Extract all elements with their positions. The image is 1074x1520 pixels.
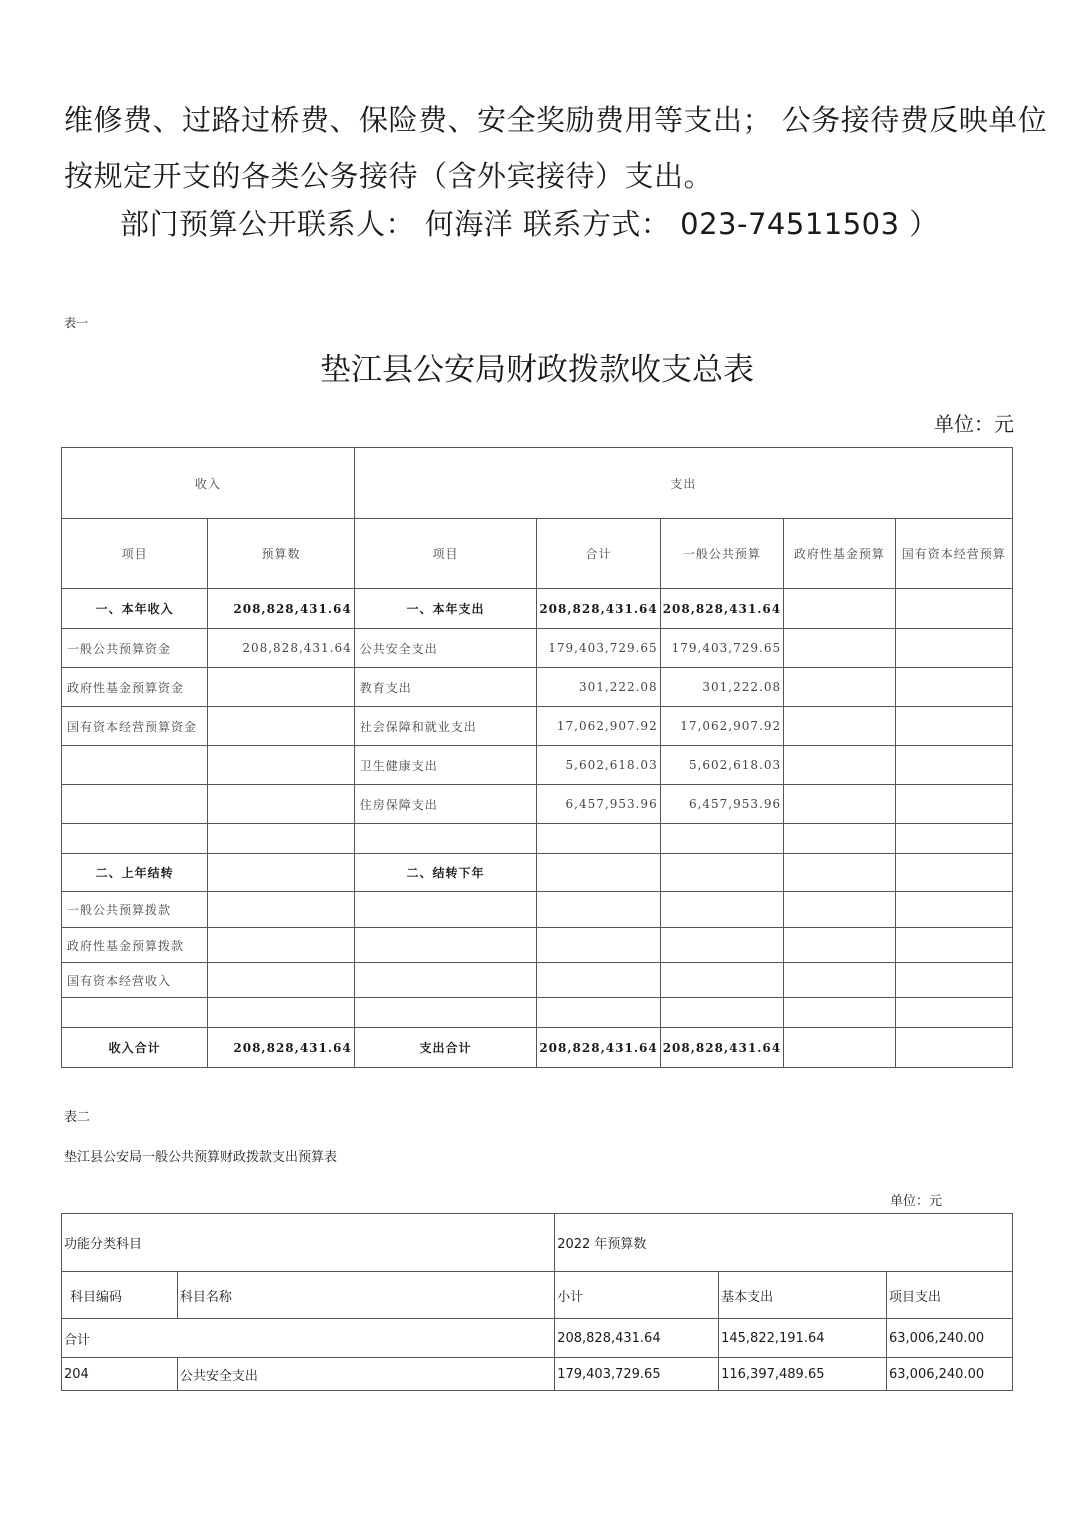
header-expense: 支出 bbox=[354, 448, 1012, 519]
table-row bbox=[62, 824, 1013, 854]
total-subtotal: 208,828,431.64 bbox=[555, 1319, 719, 1358]
income-value-cell bbox=[208, 998, 355, 1028]
expense-total-cell bbox=[537, 854, 660, 892]
income-item-cell: 二、上年结转 bbox=[62, 854, 208, 892]
income-value-cell bbox=[208, 963, 355, 998]
income-item-cell bbox=[62, 746, 208, 785]
income-value-cell bbox=[208, 854, 355, 892]
header-total: 合计 bbox=[537, 519, 660, 589]
table2-total-row bbox=[62, 1319, 1013, 1358]
income-value-cell bbox=[208, 668, 355, 707]
state-capital-cell bbox=[895, 892, 1012, 928]
expense-item-cell: 一、本年支出 bbox=[354, 589, 537, 629]
fund-budget-cell bbox=[784, 707, 895, 746]
expense-total-cell: 208,828,431.64 bbox=[537, 1028, 660, 1068]
table1-unit: 单位：元 bbox=[934, 412, 1014, 436]
table-row bbox=[62, 668, 1013, 707]
expense-total-cell bbox=[537, 892, 660, 928]
expense-item-cell bbox=[354, 928, 537, 963]
table-row bbox=[62, 1358, 1013, 1391]
table2-column-header-row bbox=[62, 1272, 1013, 1319]
header-subject-code: 科目编码 bbox=[62, 1272, 178, 1319]
fund-budget-cell bbox=[784, 963, 895, 998]
project-expense-cell: 63,006,240.00 bbox=[887, 1358, 1013, 1391]
expense-item-cell bbox=[354, 892, 537, 928]
table-row bbox=[62, 746, 1013, 785]
header-expense-item: 项目 bbox=[354, 519, 537, 589]
fund-budget-cell bbox=[784, 928, 895, 963]
expense-total-cell bbox=[537, 928, 660, 963]
header-income: 收入 bbox=[62, 448, 355, 519]
header-function-category: 功能分类科目 bbox=[62, 1214, 555, 1272]
table-row bbox=[62, 589, 1013, 629]
income-value-cell: 208,828,431.64 bbox=[208, 589, 355, 629]
subtotal-cell: 179,403,729.65 bbox=[555, 1358, 719, 1391]
state-capital-cell bbox=[895, 629, 1012, 668]
expense-item-cell: 公共安全支出 bbox=[354, 629, 537, 668]
header-state-capital-budget: 国有资本经营预算 bbox=[895, 519, 1012, 589]
income-value-cell bbox=[208, 707, 355, 746]
income-expense-summary-table bbox=[61, 447, 1013, 1068]
fund-budget-cell bbox=[784, 892, 895, 928]
expense-total-cell: 208,828,431.64 bbox=[537, 589, 660, 629]
header-general-budget: 一般公共预算 bbox=[660, 519, 783, 589]
subject-name-cell: 公共安全支出 bbox=[177, 1358, 554, 1391]
expense-total-cell: 6,457,953.96 bbox=[537, 785, 660, 824]
income-item-cell: 一般公共预算资金 bbox=[62, 629, 208, 668]
state-capital-cell bbox=[895, 824, 1012, 854]
subject-code-cell: 204 bbox=[62, 1358, 178, 1391]
state-capital-cell bbox=[895, 854, 1012, 892]
fund-budget-cell bbox=[784, 998, 895, 1028]
state-capital-cell bbox=[895, 668, 1012, 707]
general-budget-cell bbox=[660, 998, 783, 1028]
expense-total-cell bbox=[537, 963, 660, 998]
general-budget-cell: 6,457,953.96 bbox=[660, 785, 783, 824]
fund-budget-cell bbox=[784, 668, 895, 707]
income-item-cell: 政府性基金预算资金 bbox=[62, 668, 208, 707]
header-subject-name: 科目名称 bbox=[177, 1272, 554, 1319]
income-item-cell bbox=[62, 998, 208, 1028]
expense-item-cell: 二、结转下年 bbox=[354, 854, 537, 892]
expense-item-cell: 教育支出 bbox=[354, 668, 537, 707]
header-fund-budget: 政府性基金预算 bbox=[784, 519, 895, 589]
table-row bbox=[62, 785, 1013, 824]
table-row bbox=[62, 928, 1013, 963]
income-item-cell: 国有资本经营预算资金 bbox=[62, 707, 208, 746]
expense-total-cell: 17,062,907.92 bbox=[537, 707, 660, 746]
table2-unit: 单位：元 bbox=[890, 1194, 943, 1209]
income-item-cell: 收入合计 bbox=[62, 1028, 208, 1068]
expense-total-cell bbox=[537, 998, 660, 1028]
state-capital-cell bbox=[895, 746, 1012, 785]
header-project-expense: 项目支出 bbox=[887, 1272, 1013, 1319]
fund-budget-cell bbox=[784, 824, 895, 854]
table-row bbox=[62, 892, 1013, 928]
income-value-cell bbox=[208, 892, 355, 928]
income-value-cell bbox=[208, 785, 355, 824]
general-budget-cell: 301,222.08 bbox=[660, 668, 783, 707]
expense-item-cell: 住房保障支出 bbox=[354, 785, 537, 824]
expense-total-cell: 179,403,729.65 bbox=[537, 629, 660, 668]
income-item-cell bbox=[62, 785, 208, 824]
table-row bbox=[62, 963, 1013, 998]
expense-total-cell bbox=[537, 824, 660, 854]
table-row bbox=[62, 707, 1013, 746]
state-capital-cell bbox=[895, 707, 1012, 746]
state-capital-cell bbox=[895, 963, 1012, 998]
fund-budget-cell bbox=[784, 1028, 895, 1068]
table1-column-header-row bbox=[62, 519, 1013, 589]
fund-budget-cell bbox=[784, 746, 895, 785]
table1-label: 表一 bbox=[64, 316, 89, 330]
state-capital-cell bbox=[895, 589, 1012, 629]
expense-item-cell bbox=[354, 824, 537, 854]
income-value-cell bbox=[208, 746, 355, 785]
general-budget-expense-table bbox=[61, 1213, 1013, 1391]
total-project: 63,006,240.00 bbox=[887, 1319, 1013, 1358]
general-budget-cell: 17,062,907.92 bbox=[660, 707, 783, 746]
header-income-budget: 预算数 bbox=[208, 519, 355, 589]
expense-item-cell: 社会保障和就业支出 bbox=[354, 707, 537, 746]
income-value-cell: 208,828,431.64 bbox=[208, 1028, 355, 1068]
intro-line-2: 按规定开支的各类公务接待（含外宾接待）支出。 bbox=[64, 159, 714, 193]
income-value-cell: 208,828,431.64 bbox=[208, 629, 355, 668]
state-capital-cell bbox=[895, 928, 1012, 963]
contact-line: 部门预算公开联系人： 何海洋 联系方式： 023-74511503 ） bbox=[120, 207, 939, 241]
general-budget-cell bbox=[660, 854, 783, 892]
table1-title: 垫江县公安局财政拨款收支总表 bbox=[320, 352, 754, 388]
state-capital-cell bbox=[895, 1028, 1012, 1068]
table-row bbox=[62, 1028, 1013, 1068]
total-label: 合计 bbox=[62, 1319, 555, 1358]
basic-expense-cell: 116,397,489.65 bbox=[719, 1358, 887, 1391]
table-row bbox=[62, 854, 1013, 892]
header-income-item: 项目 bbox=[62, 519, 208, 589]
general-budget-cell bbox=[660, 824, 783, 854]
fund-budget-cell bbox=[784, 629, 895, 668]
state-capital-cell bbox=[895, 998, 1012, 1028]
income-item-cell bbox=[62, 824, 208, 854]
income-item-cell: 政府性基金预算拨款 bbox=[62, 928, 208, 963]
header-subtotal: 小计 bbox=[555, 1272, 719, 1319]
table2-title: 垫江县公安局一般公共预算财政拨款支出预算表 bbox=[64, 1150, 338, 1165]
fund-budget-cell bbox=[784, 854, 895, 892]
table2-group-header-row bbox=[62, 1214, 1013, 1272]
state-capital-cell bbox=[895, 785, 1012, 824]
table2-label: 表二 bbox=[64, 1110, 91, 1125]
income-value-cell bbox=[208, 824, 355, 854]
income-value-cell bbox=[208, 928, 355, 963]
expense-total-cell: 5,602,618.03 bbox=[537, 746, 660, 785]
total-basic: 145,822,191.64 bbox=[719, 1319, 887, 1358]
expense-item-cell: 卫生健康支出 bbox=[354, 746, 537, 785]
general-budget-cell: 5,602,618.03 bbox=[660, 746, 783, 785]
general-budget-cell bbox=[660, 928, 783, 963]
general-budget-cell: 208,828,431.64 bbox=[660, 589, 783, 629]
table-row bbox=[62, 998, 1013, 1028]
general-budget-cell: 179,403,729.65 bbox=[660, 629, 783, 668]
expense-item-cell: 支出合计 bbox=[354, 1028, 537, 1068]
general-budget-cell bbox=[660, 892, 783, 928]
general-budget-cell bbox=[660, 963, 783, 998]
header-basic-expense: 基本支出 bbox=[719, 1272, 887, 1319]
expense-total-cell: 301,222.08 bbox=[537, 668, 660, 707]
income-item-cell: 国有资本经营收入 bbox=[62, 963, 208, 998]
income-item-cell: 一般公共预算拨款 bbox=[62, 892, 208, 928]
expense-item-cell bbox=[354, 963, 537, 998]
table-row bbox=[62, 629, 1013, 668]
income-item-cell: 一、本年收入 bbox=[62, 589, 208, 629]
table1-group-header-row bbox=[62, 448, 1013, 519]
expense-item-cell bbox=[354, 998, 537, 1028]
header-2022-budget: 2022 年预算数 bbox=[555, 1214, 1013, 1272]
general-budget-cell: 208,828,431.64 bbox=[660, 1028, 783, 1068]
intro-line-1: 维修费、过路过桥费、保险费、安全奖励费用等支出； 公务接待费反映单位 bbox=[64, 103, 1048, 137]
fund-budget-cell bbox=[784, 785, 895, 824]
fund-budget-cell bbox=[784, 589, 895, 629]
